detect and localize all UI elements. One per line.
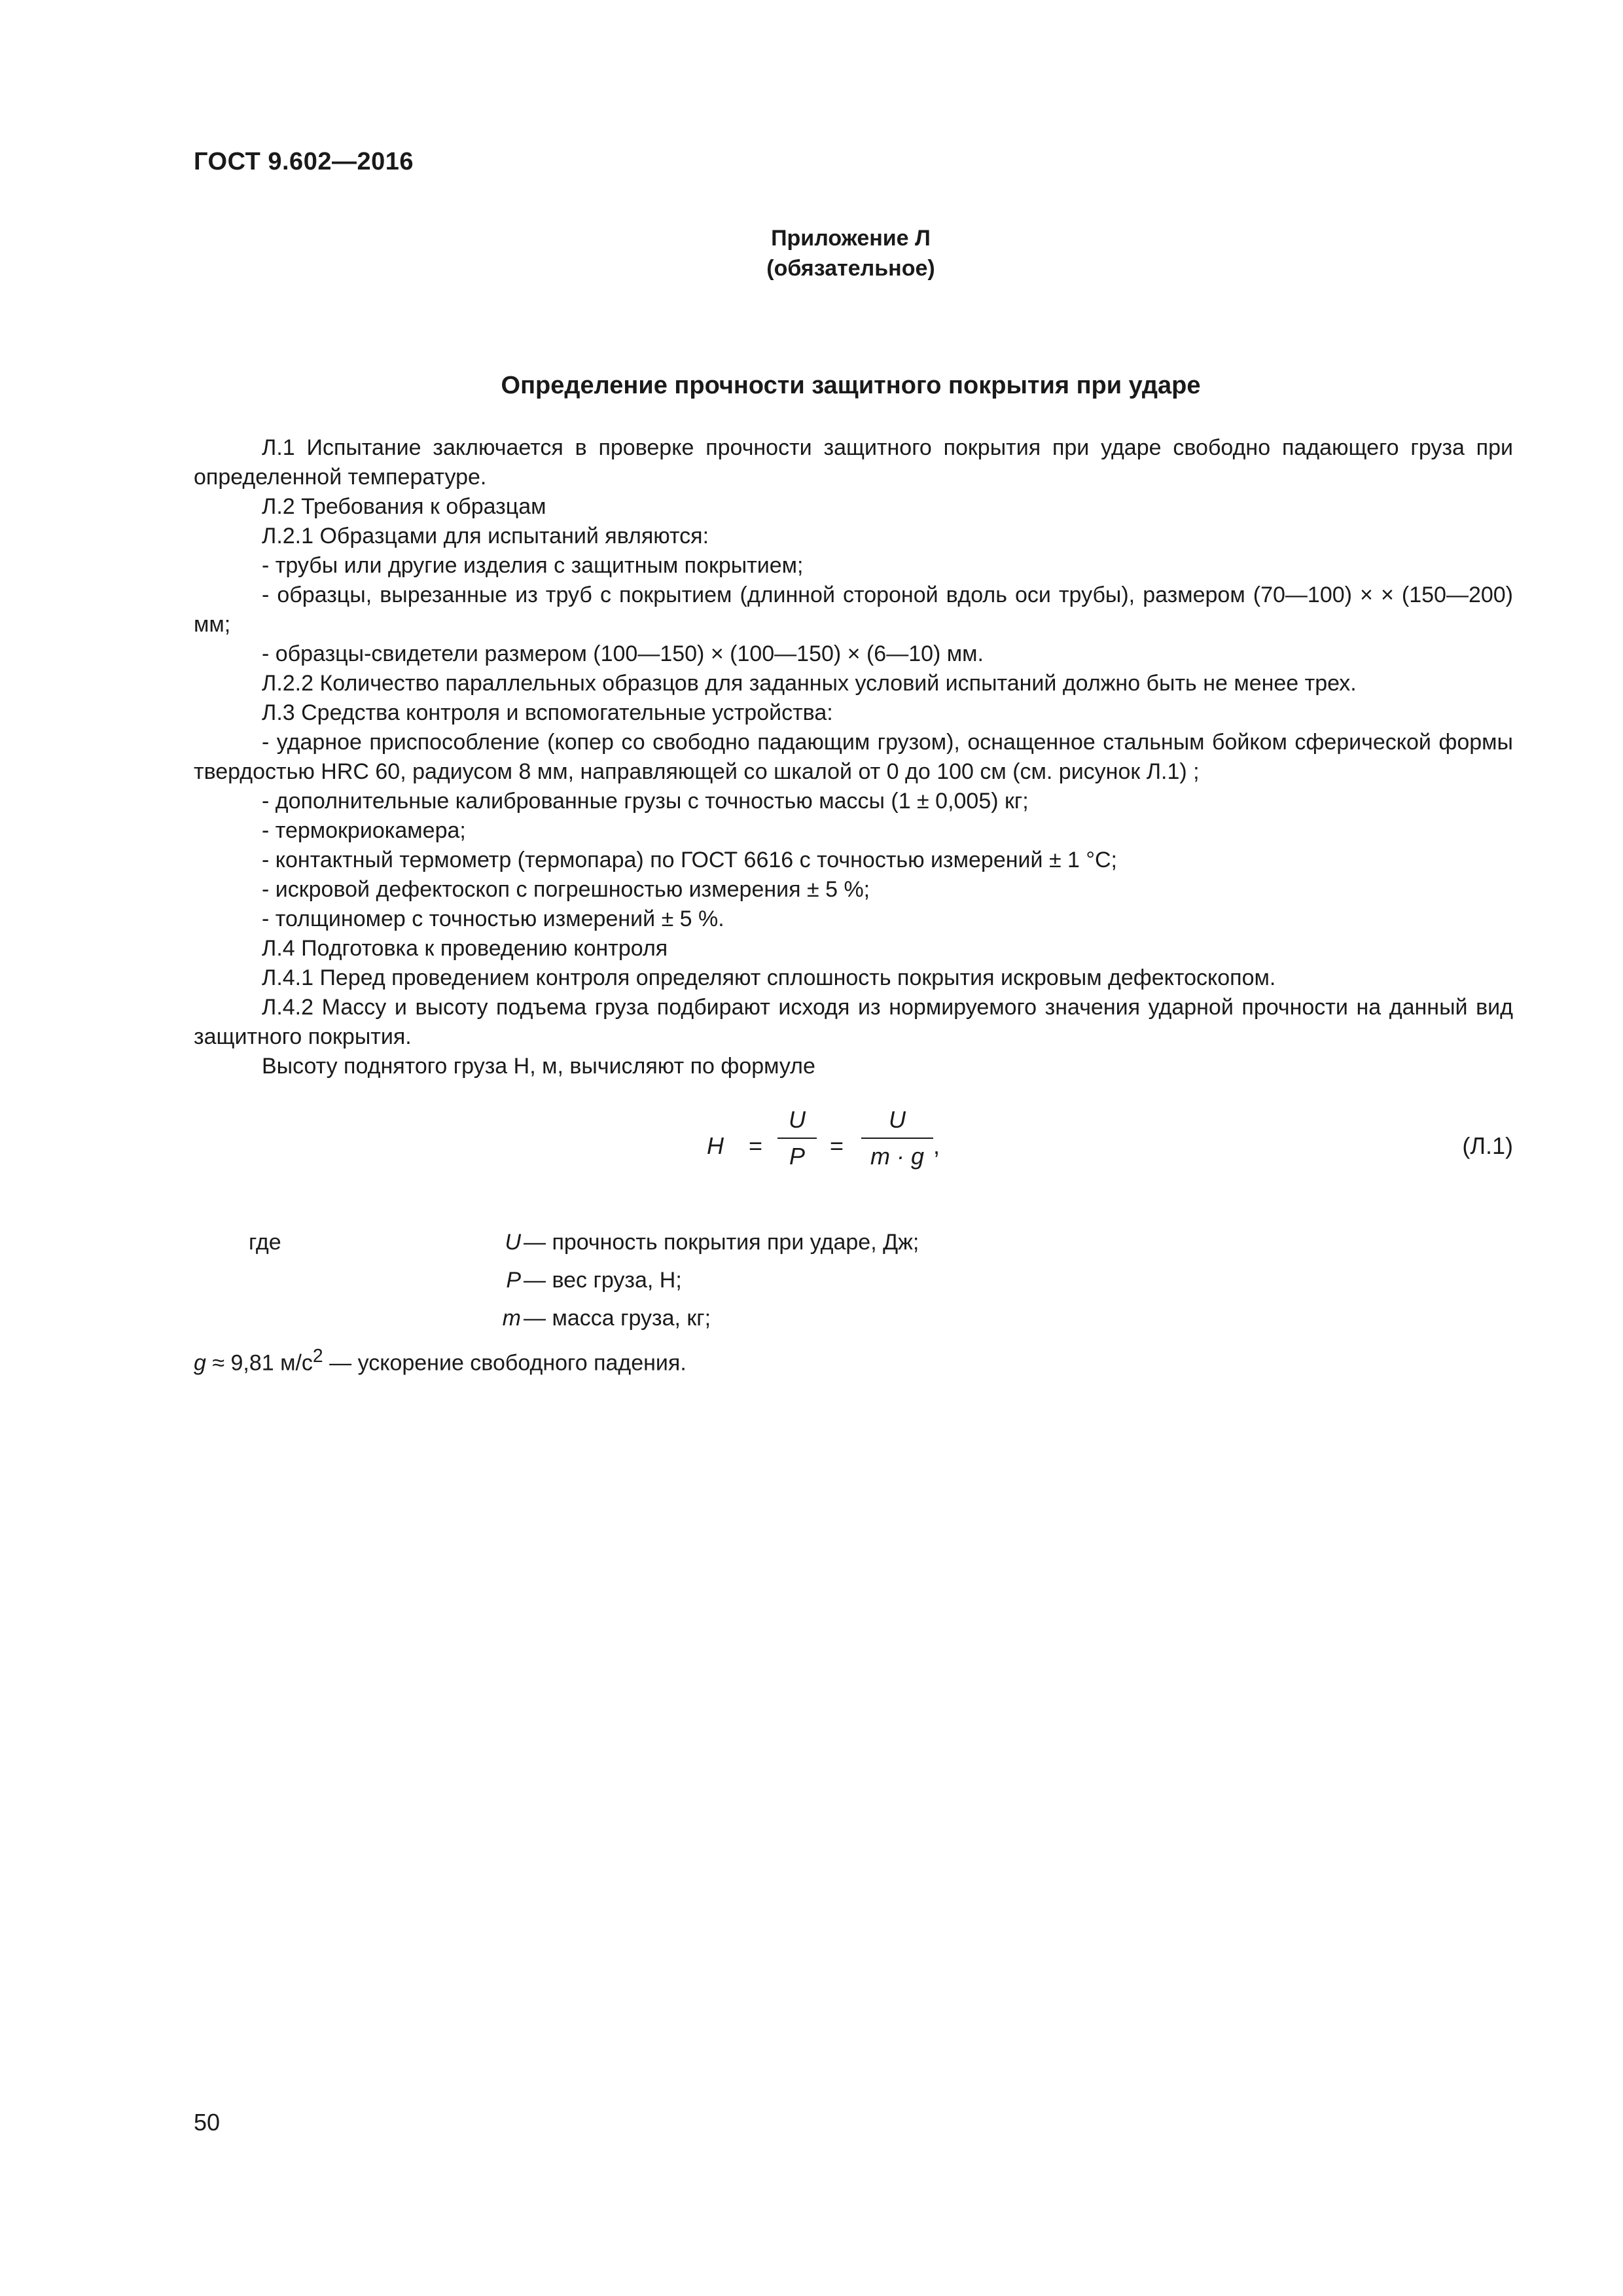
formula-lhs: H bbox=[707, 1132, 724, 1159]
where-symbol: m bbox=[502, 1306, 521, 1331]
where-symbol: U bbox=[505, 1230, 521, 1255]
standard-header: ГОСТ 9.602—2016 bbox=[194, 148, 414, 175]
formula-l1 bbox=[707, 1106, 940, 1185]
where-row bbox=[194, 1300, 1175, 1338]
paragraph: Л.4.1 Перед проведением контроля определяют сплошность покрытия искровым дефектоскопом. bbox=[262, 965, 1276, 990]
page-number: 50 bbox=[194, 2109, 221, 2136]
gravity-exponent: 2 bbox=[312, 1346, 323, 1367]
formula-equals-2: = bbox=[830, 1132, 844, 1159]
gravity-value: ≈ 9,81 м/с bbox=[205, 1350, 313, 1376]
fraction-u-over-mg bbox=[861, 1106, 933, 1170]
fraction-u-over-p bbox=[777, 1106, 817, 1170]
where-description: — вес груза, Н; bbox=[524, 1268, 682, 1293]
formula-equals-1: = bbox=[749, 1132, 763, 1159]
formula-number: (Л.1) bbox=[1462, 1132, 1513, 1159]
list-item: - образцы-свидетели размером (100—150) × (100—150) × (6—10) мм. bbox=[262, 641, 984, 666]
paragraph: Высоту поднятого груза Н, м, вычисляют по формуле bbox=[262, 1054, 815, 1079]
paragraph: Л.2 Требования к образцам bbox=[262, 494, 546, 519]
fraction-numerator: U bbox=[889, 1106, 906, 1133]
paragraph: Л.2.2 Количество параллельных образцов для заданных условий испытаний должно быть не менее трех. bbox=[262, 671, 1357, 696]
fraction-numerator: U bbox=[789, 1106, 806, 1133]
where-description: — масса груза, кг; bbox=[524, 1306, 711, 1331]
where-row bbox=[194, 1262, 1175, 1300]
list-item: - трубы или другие изделия с защитным покрытием; bbox=[262, 553, 804, 578]
body-text bbox=[194, 433, 1513, 1081]
paragraph: Л.3 Средства контроля и вспомогательные устройства: bbox=[262, 700, 833, 725]
where-description: — прочность покрытия при ударе, Дж; bbox=[524, 1230, 919, 1255]
formula-comma: , bbox=[933, 1132, 940, 1159]
list-item: - контактный термометр (термопара) по ГОСТ 6616 с точностью измерений ± 1 °С; bbox=[262, 848, 1118, 872]
where-block bbox=[194, 1224, 1175, 1376]
gravity-symbol: g bbox=[194, 1350, 206, 1376]
fraction-denominator: m · g bbox=[870, 1143, 924, 1170]
where-symbol: P bbox=[506, 1268, 521, 1293]
fraction-denominator: P bbox=[789, 1143, 805, 1170]
gravity-description: — ускорение свободного падения. bbox=[323, 1350, 687, 1376]
paragraph: Л.1 Испытание заключается в проверке прочности защитного покрытия при ударе свободно падающего груза при определенной температуре. bbox=[194, 435, 1513, 490]
list-item: - образцы, вырезанные из труб с покрытием (длинной стороной вдоль оси трубы), размером (70—100) × × (150—200) мм; bbox=[194, 583, 1513, 637]
where-label: где bbox=[249, 1230, 281, 1255]
paragraph: Л.2.1 Образцами для испытаний являются: bbox=[262, 524, 709, 548]
annex-title: Приложение Л bbox=[771, 226, 931, 251]
section-title: Определение прочности защитного покрытия при ударе bbox=[501, 372, 1201, 399]
list-item: - толщиномер с точностью измерений ± 5 %. bbox=[262, 906, 724, 931]
list-item: - ударное приспособление (копер со свободно падающим грузом), оснащенное стальным бойком сферической формы твердостью HRC 60, радиусом 8 мм, направляющей со шкалой от 0 до 100 см (см. рисунок Л.1) ; bbox=[194, 730, 1513, 784]
gravity-definition bbox=[194, 1338, 687, 1381]
list-item: - дополнительные калиброванные грузы с точностью массы (1 ± 0,005) кг; bbox=[262, 789, 1029, 814]
where-row bbox=[194, 1224, 1175, 1262]
list-item: - термокриокамера; bbox=[262, 818, 466, 843]
list-item: - искровой дефектоскоп с погрешностью измерения ± 5 %; bbox=[262, 877, 870, 902]
where-row-g bbox=[194, 1338, 1175, 1376]
paragraph: Л.4 Подготовка к проведению контроля bbox=[262, 936, 668, 961]
paragraph: Л.4.2 Массу и высоту подъема груза подбирают исходя из нормируемого значения ударной прочности на данный вид защитного покрытия. bbox=[194, 995, 1513, 1049]
annex-status: (обязательное) bbox=[766, 256, 935, 281]
